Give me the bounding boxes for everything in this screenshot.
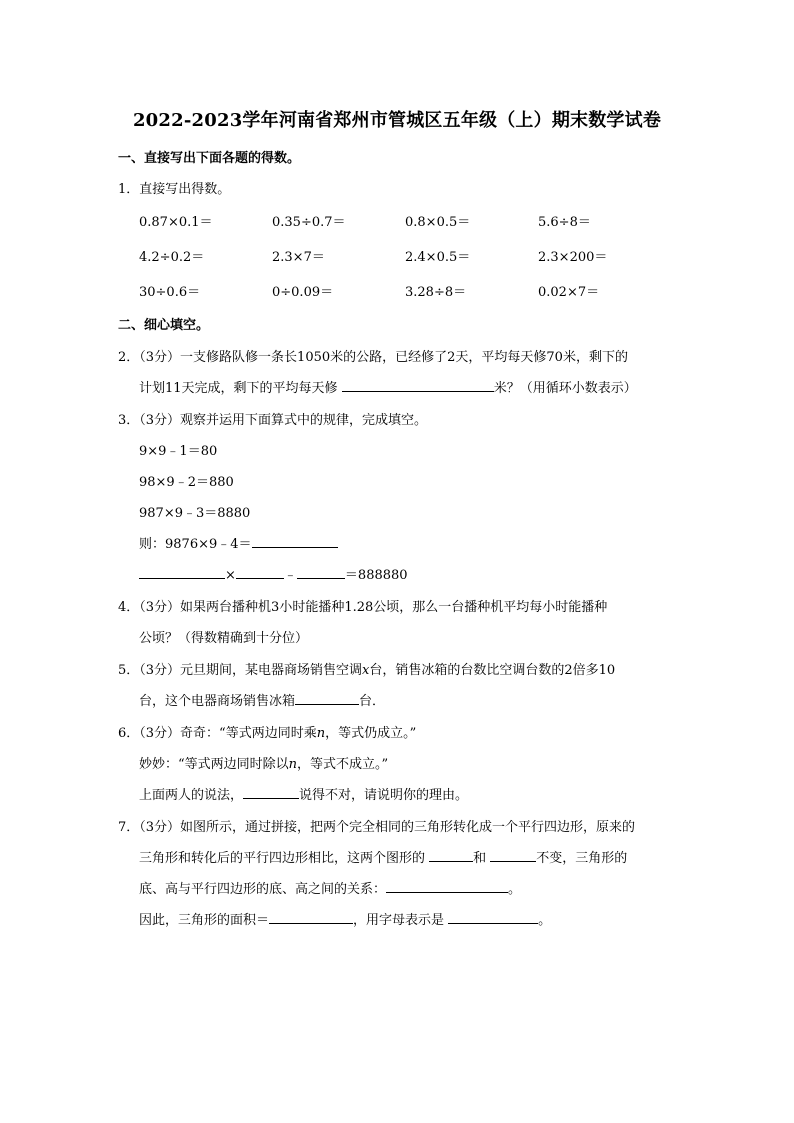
question-6-line-1 (118, 722, 416, 741)
question-7-line-3 (139, 878, 521, 897)
question-6-text: 6．（3分）奇奇：“等式两边同时乘 (118, 726, 317, 741)
equation-line: 98×9﹣2＝880 (139, 475, 234, 490)
question-5-text: 台． (359, 694, 386, 709)
answer-blank[interactable] (295, 692, 359, 705)
question-6-text: ，等式不成立。” (297, 757, 389, 772)
equation-text: ﹣ (283, 568, 297, 583)
answer-blank[interactable] (386, 880, 508, 893)
answer-blank[interactable] (429, 849, 473, 862)
question-7-text: 和 (473, 851, 491, 866)
question-4-line-2: 公顷？（得数精确到十分位） (139, 631, 309, 646)
question-5-line-2 (139, 690, 385, 709)
question-5-text: 台，这个电器商场销售冰箱 (139, 694, 296, 709)
question-7-text: 。 (538, 913, 552, 928)
question-2-line-2 (139, 377, 637, 396)
answer-blank[interactable] (236, 566, 284, 579)
equation-text: × (225, 568, 236, 583)
question-4-line-1: 4．（3分）如果两台播种机3小时能播种1.28公顷，那么一台播种机平均每小时能播种 (118, 600, 608, 615)
calc-item: 5.6÷8＝ (538, 215, 591, 230)
question-1-label: 1．直接写出得数。 (118, 182, 231, 197)
answer-blank[interactable] (252, 535, 338, 548)
question-2-text: 计划11天完成，剩下的平均每天修 (139, 381, 342, 396)
exam-title: 2022-2023学年河南省郑州市管城区五年级（上）期末数学试卷 (132, 110, 662, 131)
variable-x: x (362, 663, 370, 678)
answer-blank[interactable] (490, 849, 536, 862)
calc-item: 30÷0.6＝ (139, 285, 201, 300)
equation-line: 9×9﹣1＝80 (139, 444, 218, 459)
calc-item: 0.35÷0.7＝ (272, 215, 346, 230)
answer-blank[interactable] (269, 911, 353, 924)
question-7-text: 不变，三角形的 (536, 851, 628, 866)
equation-line: 987×9﹣3＝8880 (139, 506, 251, 521)
question-2-text: 米？（用循环小数表示） (493, 381, 637, 396)
question-7-text: 。 (508, 882, 522, 897)
question-5-line-1 (118, 659, 615, 678)
question-5-text: 台，销售冰箱的台数比空调台数的2倍多10 (369, 663, 616, 678)
question-3-line-1: 3．（3分）观察并运用下面算式中的规律，完成填空。 (118, 413, 428, 428)
question-7-text: 底、高与平行四边形的底、高之间的关系： (139, 882, 387, 897)
answer-blank[interactable] (243, 786, 299, 799)
question-7-line-1: 7．（3分）如图所示，通过拼接，把两个完全相同的三角形转化成一个平行四边形，原来的 (118, 820, 636, 835)
answer-blank[interactable] (448, 911, 538, 924)
question-6-text: 妙妙：“等式两边同时除以 (139, 757, 289, 772)
question-6-text: ，等式仍成立。” (325, 726, 417, 741)
calc-item: 4.2÷0.2＝ (139, 250, 205, 265)
question-5-text: 5．（3分）元旦期间，某电器商场销售空调 (118, 663, 363, 678)
calc-item: 2.4×0.5＝ (405, 250, 471, 265)
answer-blank[interactable] (342, 379, 494, 392)
calc-item: 0÷0.09＝ (272, 285, 334, 300)
section-1-heading: 一、直接写出下面各题的得数。 (118, 151, 301, 166)
variable-n: n (316, 726, 326, 741)
calc-item: 0.8×0.5＝ (405, 215, 471, 230)
equation-line (139, 564, 408, 583)
question-7-line-2 (139, 847, 627, 866)
question-6-text: 说得不对，请说明你的理由。 (299, 788, 469, 803)
question-6-line-3 (139, 784, 468, 803)
equation-text: ＝888880 (344, 568, 408, 583)
equation-text: 则：9876×9﹣4＝ (139, 537, 252, 552)
calc-item: 2.3×200＝ (538, 250, 608, 265)
section-2-heading: 二、细心填空。 (118, 318, 210, 333)
question-7-text: ，用字母表示是 (353, 913, 449, 928)
calc-item: 3.28÷8＝ (405, 285, 467, 300)
calc-item: 0.87×0.1＝ (139, 215, 213, 230)
question-7-text: 三角形和转化后的平行四边形相比，这两个图形的 (139, 851, 430, 866)
calc-item: 0.02×7＝ (538, 285, 600, 300)
answer-blank[interactable] (139, 566, 225, 579)
question-7-line-4 (139, 909, 551, 928)
calc-item: 2.3×7＝ (272, 250, 325, 265)
question-6-line-2 (139, 753, 388, 772)
variable-n: n (288, 757, 298, 772)
equation-line (139, 533, 338, 552)
question-7-text: 因此，三角形的面积＝ (139, 913, 270, 928)
question-6-text: 上面两人的说法， (139, 788, 244, 803)
answer-blank[interactable] (297, 566, 345, 579)
question-2-line-1: 2．（3分）一支修路队修一条长1050米的公路，已经修了2天，平均每天修70米，剩下的 (118, 350, 628, 365)
